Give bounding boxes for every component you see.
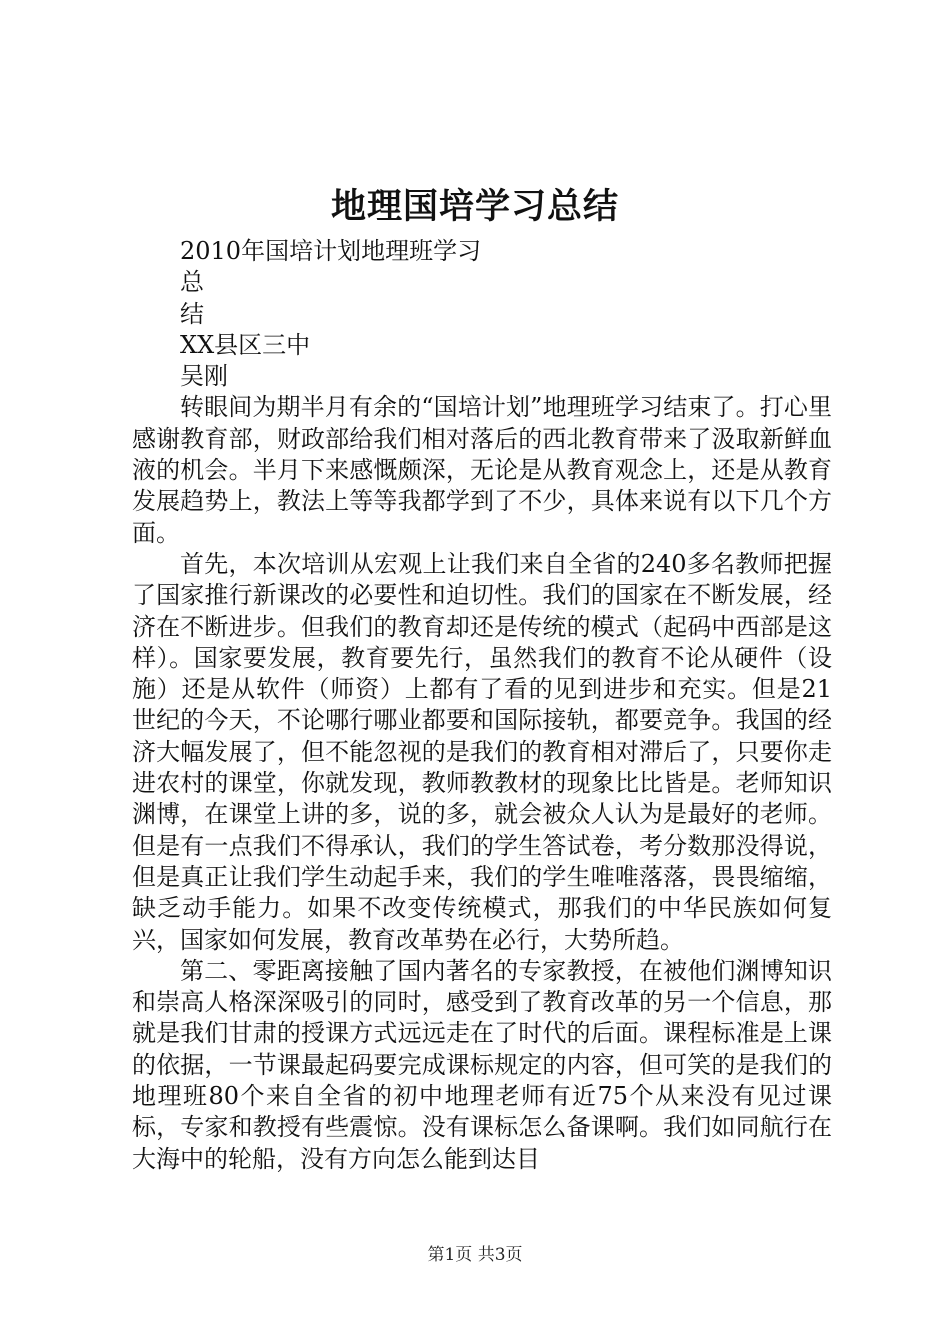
paragraph-first-point: 首先，本次培训从宏观上让我们来自全省的240多名教师把握了国家推行新课改的必要性和迫切性。我们的国家在不断发展，经济在不断进步。但我们的教育却还是传统的模式（起码中西部是这样）。国家要发展，教育要先行，虽然我们的教育不论从硬件（设施）还是从软件（师资）上都有了看的见到进步和充实。但是21世纪的今天，不论哪行哪业都要和国际接轨，都要竞争。我国的经济大幅发展了，但不能忽视的是我们的教育相对滞后了，只要你走进农村的课堂，你就发现，教师教教材的现象比比皆是。老师知识渊博，在课堂上讲的多，说的多，就会被众人认为是最好的老师。但是有一点我们不得承认，我们的学生答试卷，考分数那没得说，但是真正让我们学生动起手来，我们的学生唯唯落落，畏畏缩缩，缺乏动手能力。如果不改变传统模式，那我们的中华民族如何复兴，国家如何发展，教育改革势在必行，大势所趋。 [132, 549, 832, 954]
paragraph-second-point: 第二、零距离接触了国内著名的专家教授，在被他们渊博知识和崇高人格深深吸引的同时，感受到了教育改革的另一个信息，那就是我们甘肃的授课方式远远走在了时代的后面。课程标准是上课的依据，一节课最起码要完成课标规定的内容，但可笑的是我们的地理班80个来自全省的初中地理老师有近75个从来没有见过课标，专家和教授有些震惊。没有课标怎么备课啊。我们如同航行在大海中的轮船，没有方向怎么能到达目 [132, 956, 832, 1173]
document-body [132, 236, 832, 1175]
author-school: XX县区三中 [180, 330, 311, 359]
subtitle-char-zong: 总 [180, 268, 204, 297]
author-name: 吴刚 [180, 362, 228, 391]
subtitle-line: 2010年国培计划地理班学习 [180, 237, 482, 265]
page-number-footer: 第1页 共3页 [427, 1245, 523, 1265]
page-title: 地理国培学习总结 [330, 186, 619, 227]
subtitle-char-jie: 结 [180, 299, 204, 328]
paragraph-intro: 转眼间为期半月有余的“国培计划”地理班学习结束了。打心里感谢教育部，财政部给我们相对落后的西北教育带来了汲取新鲜血液的机会。半月下来感慨颇深，无论是从教育观念上，还是从教育发展趋势上，教法上等等我都学到了不少，具体来说有以下几个方面。 [132, 393, 832, 547]
